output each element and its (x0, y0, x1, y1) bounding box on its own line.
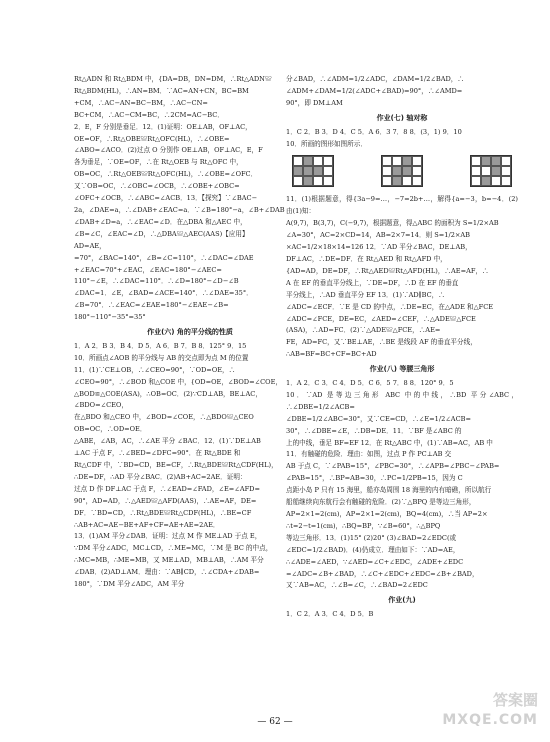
right-column-text-4 (286, 378, 518, 592)
empty-cell (471, 156, 481, 166)
shaded-cell (303, 156, 313, 166)
answer-line: {AD=AD，DE=DF，∴Rt△AED≌Rt△AFD(HL)，∴AE=AF，∴ (286, 266, 489, 275)
answer-line: =70°，∠BAC=140°，∠B=∠C=110°，∴∠DAC=∠DAE (74, 253, 254, 262)
answer-line: AB 于点 C，∵∠PAB=15°，∠PBC=30°，∴∠APB=∠PBC−∠PAB= (286, 462, 500, 471)
empty-cell (481, 166, 491, 176)
empty-cell (412, 166, 422, 176)
answer-line: 分∠BAD，∴∠ADM=1/2∠ADC，∠DAM=1/2∠BAD，∴ (286, 75, 464, 83)
answer-line: 90°，AD=AD，∴△AED≌△AFD(AAS)，∴AE=AF，DE= (74, 496, 257, 505)
right-column-text-2 (286, 127, 518, 151)
answer-line: 又∵OB=OC，∴∠OBC=∠OCB，∴∠OBE+∠OBC= (74, 182, 240, 191)
empty-cell (323, 176, 333, 186)
answer-line: ∠DAB+∠D=a，∴∠EAC=∠D．在△DBA 和△AEC 中， (74, 217, 247, 226)
answer-line: 1．C 2．B 3．D 4．C 5．A 6．3 7．8 8．(3，1) 9．10 (286, 127, 462, 136)
right-column-text-5 (286, 609, 518, 621)
answer-line: A(9,7)，B(3,7)，C(−9,7)，根据题意，得△ABC 的面积为 S=1/2×AB (286, 219, 499, 228)
answer-line: ∠EDC=1/2∠BAD)．(4)仍成立．理由如下：∵AD=AE， (286, 545, 460, 554)
answer-line: OB=OC，∴OD=OE． (74, 425, 147, 434)
empty-cell (382, 156, 392, 166)
right-column-text (286, 74, 518, 110)
answer-line: 1．A 2．C 3．C 4．D 5．C 6．5 7．8 8．120° 9．5 (286, 379, 454, 388)
answer-line: △ABE，∠AB，AC，∴∠AE 平分 ∠BAC．12．(1)∵DE⊥AB (74, 437, 261, 446)
answer-line: ∠ADM+∠DAM=1/2(∠ADC+∠BAD)=90°，∴∠AMD= (286, 86, 463, 95)
answer-line: 船船继续向东航行会有触碰的危险．(2)∵△BPQ 是等边三角形， (286, 498, 476, 507)
answer-line: ∠A=30°，AC=2×CD=14，AB=2×7=14．则 S=1/2×AB (286, 231, 471, 240)
answer-line: 90°，即 DM⊥AM (286, 98, 343, 107)
answer-line: ⊥AC 于点 F，∴∠BED=∠DFC=90°．在 Rt△BDE 和 (74, 449, 241, 458)
empty-cell (501, 156, 511, 166)
answer-line: DF．∵BD=CD，∴Rt△BDE≌Rt△CDF(HL)，∴BE=CF (74, 508, 252, 517)
answer-line: 13．(1)AM 平分∠DAB．证明：过点 M 作 ME⊥AD 于点 E， (74, 532, 262, 541)
answer-line: ∴AB=BF=BC+CF=BC+AD (286, 350, 377, 359)
answer-line: 平分线上，∴AD 垂直平分 EF 13．(1)∵AD∥BC，∴ (286, 290, 445, 299)
answer-line: 各为垂足，∵OE=OF，∴在 Rt△OEB 与 Rt△OFC 中， (74, 158, 243, 167)
section-title-homework-7: 作业(七) 轴对称 (376, 113, 428, 122)
answer-line: 1．A 2．B 3．B 4．D 5．A 6．B 7．B 8．125° 9．15 (74, 341, 247, 350)
answer-line: Rt△CDF 中，∵BD=CD，BE=CF，∴Rt△BDE≌Rt△CDF(HL)， (74, 461, 278, 469)
empty-cell (491, 176, 501, 186)
answer-line: Rt△ADN 和 Rt△BDM 中，{DA=DB，DN=DM，∴Rt△ADN≌ (74, 75, 272, 83)
grid-figures (292, 155, 512, 187)
left-column-text-2 (74, 341, 306, 591)
answer-line: Rt△BDM(HL)，∴AN=BM．∵AC=AN+CN，BC=BM (74, 86, 249, 95)
answer-line: ×AC=1/2×18×14=126 12．∵AD 平分∠BAC，DE⊥AB， (286, 243, 472, 252)
answer-line: 在△BDO 和△CEO 中，∠BOD=∠COE，∴△BDO≌△CEO (74, 413, 254, 422)
answer-line: 180°，∵DM 平分∠ADC，AM 平分 (74, 580, 185, 589)
page-number: — 62 — (257, 717, 293, 727)
answer-line: 10．所画的图形如图所示． (286, 139, 367, 148)
answer-line: =∠ADC=∠B+∠BAD，∴∠C+∠EDC+∠EDC=∠B+∠BAD， (286, 569, 479, 578)
answer-line: ∴DE=DF，∴AD 平分∠BAC．(2)AB+AC=2AE．证明： (74, 472, 247, 481)
answer-line: ∠BDO=∠CEO， (74, 401, 128, 410)
answer-line: OB=OC，∴Rt△OEB≌Rt△OFC(HL)，∴∠OBE=∠OFC． (74, 170, 258, 179)
shaded-cell (481, 176, 491, 186)
answer-line: ∴MC=MB，∴ME=MB，又 ME⊥AD，MB⊥AB，∴AM 平分 (74, 556, 264, 565)
empty-cell (313, 176, 323, 186)
answer-line: ∠CEO=90°，∴∠BOD 和△COE 中，{OD=OE，∠BOD=∠COE， (74, 377, 282, 386)
shaded-cell (303, 166, 313, 176)
answer-line: ∴t=2−t=1(cm)，∴BQ=BP，∵∠B=60°，∴△BPQ (286, 521, 441, 530)
grid-figure (381, 155, 423, 187)
answer-line: 11．(1)∵CE⊥OB，∴∠CEO=90°，∵OD=OE，∴ (74, 365, 236, 374)
empty-cell (323, 166, 333, 176)
answer-line: AP=2×1=2(cm)，AP=2×1=2(cm)，BQ=4(cm)，∴当 AP=2× (286, 510, 488, 518)
answer-line: △BOD≌△COE(ASA)，∴OB=OC．(2)∵CD⊥AB，BE⊥AC， (74, 389, 262, 398)
answer-line: ∴∠ADE=∠AED，∵∠AED=∠C+∠EDC，∠ADE+∠EDC (286, 557, 464, 566)
answer-line: ∠DAB．(2)AD⊥AM．理由：∵AB∥CD，∴∠CDA+∠DAB= (74, 568, 260, 577)
answer-line: ∠ADC=∠ECF．∵E 是 CD 的中点，∴DE=EC，在△ADE 和△FCE (286, 302, 494, 311)
empty-cell (293, 156, 303, 166)
answer-line: +∠EAC=70°+∠EAC，∠EAC=180°−∠AEC= (74, 265, 222, 274)
shaded-cell (481, 156, 491, 166)
answer-line: 10．∵AD 是等边三角形 ABC 中的中线，∴BD 平分∠ABC，∴∠DBE=1/2∠ACB= (286, 390, 518, 411)
empty-cell (382, 176, 392, 186)
empty-cell (382, 166, 392, 176)
empty-cell (501, 166, 511, 176)
empty-cell (412, 176, 422, 186)
right-column-text-3 (286, 194, 518, 361)
answer-line: A 在 EF 的垂直平分线上，∵DE=DF，∴D 在 EF 的垂直 (286, 278, 459, 287)
watermark-logo: 答案圈 MXQE.COM (442, 691, 538, 728)
answer-line: ∠DBE=1/2∠ABC=30°，又∵CE=CD，∴∠E=1/2∠ACB= (286, 414, 471, 423)
answer-line: AD=AE， (74, 241, 106, 250)
section-title-homework-9: 作业(九) (388, 596, 416, 605)
answer-line: 10．所画点∠AOB 的平分线与 AB 的交点即为点 M 的位置 (74, 353, 249, 362)
answer-line: FE，AD=FC，又∵BE⊥AE，∴BE 是线段 AF 的垂直平分线， (286, 338, 477, 347)
answer-line: ∠B=∠C，∠EAC=∠D，∴△DBA≌△AEC(AAS)【应用】 (74, 229, 249, 238)
answer-line: ∵DM 平分∠ADC，MC⊥CD，∴ME=MC，∵M 是 BC 的中点， (74, 544, 273, 553)
section-title-homework-6: 作业(六) 角的平分线的性质 (147, 328, 233, 337)
empty-cell (471, 176, 481, 186)
shaded-cell (402, 166, 412, 176)
right-column (286, 74, 518, 621)
answer-line: ∠OFC+∠OCB，∴∠ABC=∠ACB．13．【探究】∵∠BAC− (74, 194, 258, 203)
empty-cell (402, 176, 412, 186)
shaded-cell (491, 166, 501, 176)
grid-figure (470, 155, 512, 187)
answer-line: BC+CM，∴AC−CM=BC，∴2CM=AC−BC． (74, 110, 224, 119)
answer-line: 180°−110°−35°=35° (74, 313, 146, 322)
answer-line: ∠B=70°．∴∠EAC=∠EAE=180°−∠EAE−∠B= (74, 301, 229, 310)
left-column-text (74, 74, 306, 324)
answer-line: 30°，∴∠DBE=∠E，∴DB=DE．11．∵BF 是∠ABC 的 (286, 426, 462, 435)
answer-line: ∴AB+AC=AE−BE+AF+CF=AE+AE=2AE． (74, 520, 220, 529)
empty-cell (501, 176, 511, 186)
answer-line: 2．E，F 分别是垂足．12．(1)证明：OE⊥AB，OF⊥AC， (74, 122, 252, 131)
left-column (74, 74, 306, 591)
empty-cell (392, 156, 402, 166)
shaded-cell (392, 176, 402, 186)
grid-figure (292, 155, 334, 187)
answer-line: 1．C 2．A 3．C 4．D 5．B (286, 610, 374, 619)
answer-line: 11．(1)根据题意，得{3a−9=…，−7=2b+…，解得{a=−3，b=−4．(2)由(1)知： (286, 195, 518, 216)
shaded-cell (303, 176, 313, 186)
answer-line: ∠ABO=∠ACO．(2)过点 O 分别作 OE⊥AB，OF⊥AC，E，F (74, 146, 263, 155)
section-title-homework-8: 作业(八) 等腰三角形 (369, 365, 435, 374)
answer-line: 2a，∠DAE=a，∴∠DAB+∠EAC=a．∵∠B=180°−a，∠B+∠DAB (74, 205, 285, 214)
shaded-cell (392, 166, 402, 176)
answer-line: 点距小岛 P 只有 15 海里，船亦岛周围 18 海里的内有暗礁，所以航行 (286, 486, 492, 495)
shaded-cell (491, 156, 501, 166)
empty-cell (412, 156, 422, 166)
answer-line: 又∵AB=AC，∴∠B=∠C，∴∠BAD=2∠EDC (286, 581, 428, 590)
answer-line: 等边三角形．13．(1)15° (2)20° (3)∠BAD=2∠EDC(或 (286, 533, 457, 542)
empty-cell (313, 156, 323, 166)
answer-line: OE=OF，∴Rt△OBE≌Rt△OFC(HL)，∴∠OBE= (74, 134, 230, 143)
empty-cell (323, 156, 333, 166)
answer-line: ∠PAB=15°，∴BP=AB=30，∴PC=1/2PB=15，因为 C (286, 474, 463, 483)
shaded-cell (313, 166, 323, 176)
empty-cell (471, 166, 481, 176)
answer-line: ∠ADC=∠FCE，DE=EC，∠AED=∠CEF，∴△ADE≌△FCE (286, 314, 476, 323)
answer-line: 上的中线，垂足 BF=EF 12．在 Rt△ABC 中，(1)∵AB=AC，AB 中 (286, 438, 493, 447)
answer-line: 110°−∠E，∴∠DAC=110°．∴∠D=180°−∠D−∠B (74, 277, 239, 286)
shaded-cell (293, 166, 303, 176)
empty-cell (293, 176, 303, 186)
shaded-cell (402, 156, 412, 166)
answer-line: 过点 D 作 DF⊥AC 于点 F，∴∠EAD=∠FAD，∠E=∠AFD= (74, 484, 260, 493)
answer-line: (ASA)，∴AD=FC．(2)∵△ADE≌△FCE，∴AE= (286, 326, 441, 335)
answer-line: 11．有触碰的危险．理由：如图，过点 P 作 PC⊥AB 交 (286, 450, 452, 459)
answer-line: DF⊥AC，∴DE=DF．在 Rt△AED 和 Rt△AFD 中， (286, 254, 447, 263)
answer-line: +CM，∴AC−AN=BC−BM，∴AC−CN= (74, 98, 208, 107)
answer-line: ∠DAC=1．∠E，∠BAD=∠ACE=140°．∴∠DAE=35°． (74, 289, 253, 298)
